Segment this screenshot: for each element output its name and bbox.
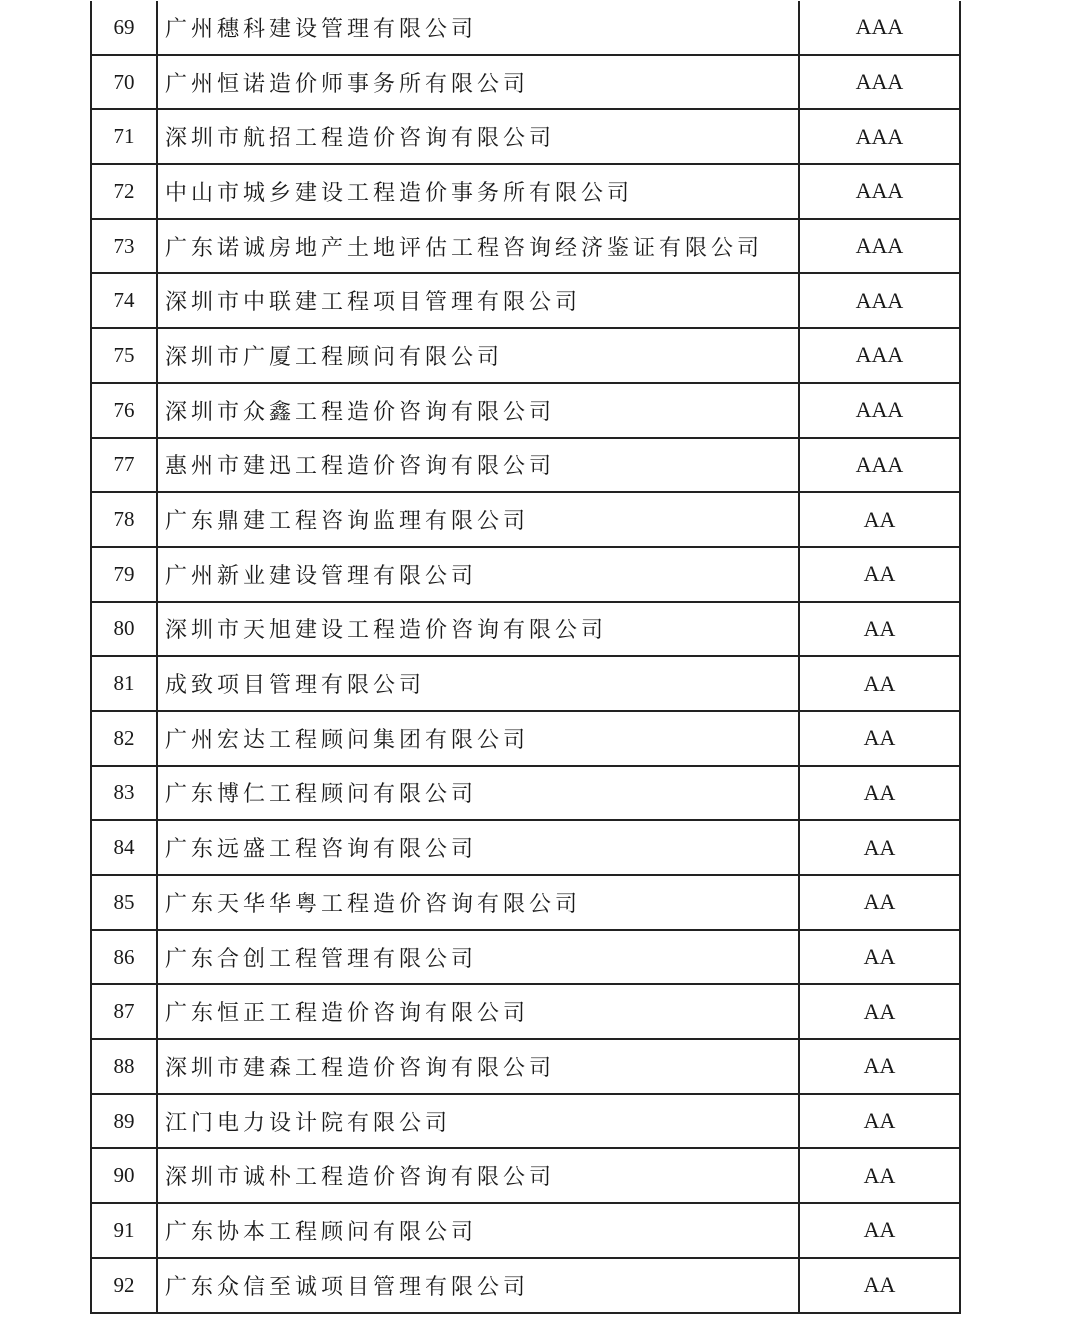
row-number: 79 bbox=[92, 548, 158, 601]
row-number: 82 bbox=[92, 712, 158, 765]
credit-grade: AAA bbox=[855, 342, 904, 368]
company-name: 深圳市天旭建设工程造价咨询有限公司 bbox=[158, 603, 800, 656]
row-number: 84 bbox=[92, 821, 158, 874]
company-name: 广州穗科建设管理有限公司 bbox=[158, 1, 800, 54]
row-number: 92 bbox=[92, 1259, 158, 1312]
company-name: 广东众信至诚项目管理有限公司 bbox=[158, 1259, 800, 1312]
company-name: 深圳市诚朴工程造价咨询有限公司 bbox=[158, 1149, 800, 1202]
table-row bbox=[92, 1259, 959, 1314]
credit-grade: AA bbox=[863, 834, 896, 860]
row-number: 91 bbox=[92, 1204, 158, 1257]
row-number: 76 bbox=[92, 384, 158, 437]
credit-grade: AA bbox=[863, 615, 896, 641]
credit-grade: AAA bbox=[855, 451, 904, 477]
row-number: 77 bbox=[92, 439, 158, 492]
row-number: 71 bbox=[92, 110, 158, 163]
credit-grade: AA bbox=[863, 1272, 896, 1298]
table-row bbox=[92, 274, 959, 329]
table-row bbox=[92, 165, 959, 220]
row-number: 83 bbox=[92, 767, 158, 820]
row-number: 73 bbox=[92, 220, 158, 273]
credit-grade: AAA bbox=[855, 69, 904, 95]
row-number: 78 bbox=[92, 493, 158, 546]
company-name: 广州新业建设管理有限公司 bbox=[158, 548, 800, 601]
table-row bbox=[92, 876, 959, 931]
row-number: 72 bbox=[92, 165, 158, 218]
company-name: 广东合创工程管理有限公司 bbox=[158, 931, 800, 984]
table-row bbox=[92, 603, 959, 658]
table-row bbox=[92, 1149, 959, 1204]
credit-grade: AA bbox=[863, 670, 896, 696]
table-row bbox=[92, 931, 959, 986]
row-number: 90 bbox=[92, 1149, 158, 1202]
table-row bbox=[92, 110, 959, 165]
credit-grade: AA bbox=[863, 889, 896, 915]
credit-grade: AA bbox=[863, 725, 896, 751]
company-name: 广州宏达工程顾问集团有限公司 bbox=[158, 712, 800, 765]
company-name: 深圳市众鑫工程造价咨询有限公司 bbox=[158, 384, 800, 437]
table-row bbox=[92, 1204, 959, 1259]
credit-grade: AA bbox=[863, 1162, 896, 1188]
credit-grade: AAA bbox=[855, 123, 904, 149]
credit-grade: AAA bbox=[855, 287, 904, 313]
row-number: 74 bbox=[92, 274, 158, 327]
company-name: 广州恒诺造价师事务所有限公司 bbox=[158, 56, 800, 109]
credit-grade: AA bbox=[863, 779, 896, 805]
credit-grade: AA bbox=[863, 944, 896, 970]
credit-grade: AAA bbox=[855, 14, 904, 40]
table-row bbox=[92, 767, 959, 822]
company-name: 深圳市航招工程造价咨询有限公司 bbox=[158, 110, 800, 163]
company-name: 广东远盛工程咨询有限公司 bbox=[158, 821, 800, 874]
credit-grade: AAA bbox=[855, 233, 904, 259]
table-row bbox=[92, 56, 959, 111]
table-row bbox=[92, 1095, 959, 1150]
company-name: 深圳市广厦工程顾问有限公司 bbox=[158, 329, 800, 382]
company-name: 广东天华华粤工程造价咨询有限公司 bbox=[158, 876, 800, 929]
row-number: 75 bbox=[92, 329, 158, 382]
table-row bbox=[92, 1040, 959, 1095]
company-name: 惠州市建迅工程造价咨询有限公司 bbox=[158, 439, 800, 492]
credit-grade: AA bbox=[863, 1053, 896, 1079]
company-name: 广东恒正工程造价咨询有限公司 bbox=[158, 985, 800, 1038]
table-row bbox=[92, 329, 959, 384]
credit-grade: AA bbox=[863, 1108, 896, 1134]
table-row bbox=[92, 821, 959, 876]
row-number: 69 bbox=[92, 1, 158, 54]
row-number: 81 bbox=[92, 657, 158, 710]
company-name: 深圳市建森工程造价咨询有限公司 bbox=[158, 1040, 800, 1093]
table-row bbox=[92, 493, 959, 548]
company-name: 广东博仁工程顾问有限公司 bbox=[158, 767, 800, 820]
credit-grade: AA bbox=[863, 998, 896, 1024]
company-name: 成致项目管理有限公司 bbox=[158, 657, 800, 710]
credit-grade: AA bbox=[863, 1217, 896, 1243]
table-row bbox=[92, 985, 959, 1040]
row-number: 85 bbox=[92, 876, 158, 929]
company-name: 江门电力设计院有限公司 bbox=[158, 1095, 800, 1148]
table-row bbox=[92, 657, 959, 712]
row-number: 88 bbox=[92, 1040, 158, 1093]
credit-grade: AAA bbox=[855, 178, 904, 204]
credit-grade: AA bbox=[863, 561, 896, 587]
table-row bbox=[92, 1, 959, 56]
table-row bbox=[92, 220, 959, 275]
company-name: 广东诺诚房地产土地评估工程咨询经济鉴证有限公司 bbox=[158, 220, 800, 273]
company-name: 深圳市中联建工程项目管理有限公司 bbox=[158, 274, 800, 327]
row-number: 89 bbox=[92, 1095, 158, 1148]
table-row bbox=[92, 439, 959, 494]
row-number: 70 bbox=[92, 56, 158, 109]
credit-grade: AA bbox=[863, 506, 896, 532]
table-row bbox=[92, 548, 959, 603]
row-number: 87 bbox=[92, 985, 158, 1038]
company-name: 广东鼎建工程咨询监理有限公司 bbox=[158, 493, 800, 546]
company-name: 中山市城乡建设工程造价事务所有限公司 bbox=[158, 165, 800, 218]
company-name: 广东协本工程顾问有限公司 bbox=[158, 1204, 800, 1257]
table-row bbox=[92, 384, 959, 439]
row-number: 86 bbox=[92, 931, 158, 984]
table-row bbox=[92, 712, 959, 767]
credit-grade: AAA bbox=[855, 397, 904, 423]
row-number: 80 bbox=[92, 603, 158, 656]
credit-rating-table bbox=[90, 1, 961, 1314]
